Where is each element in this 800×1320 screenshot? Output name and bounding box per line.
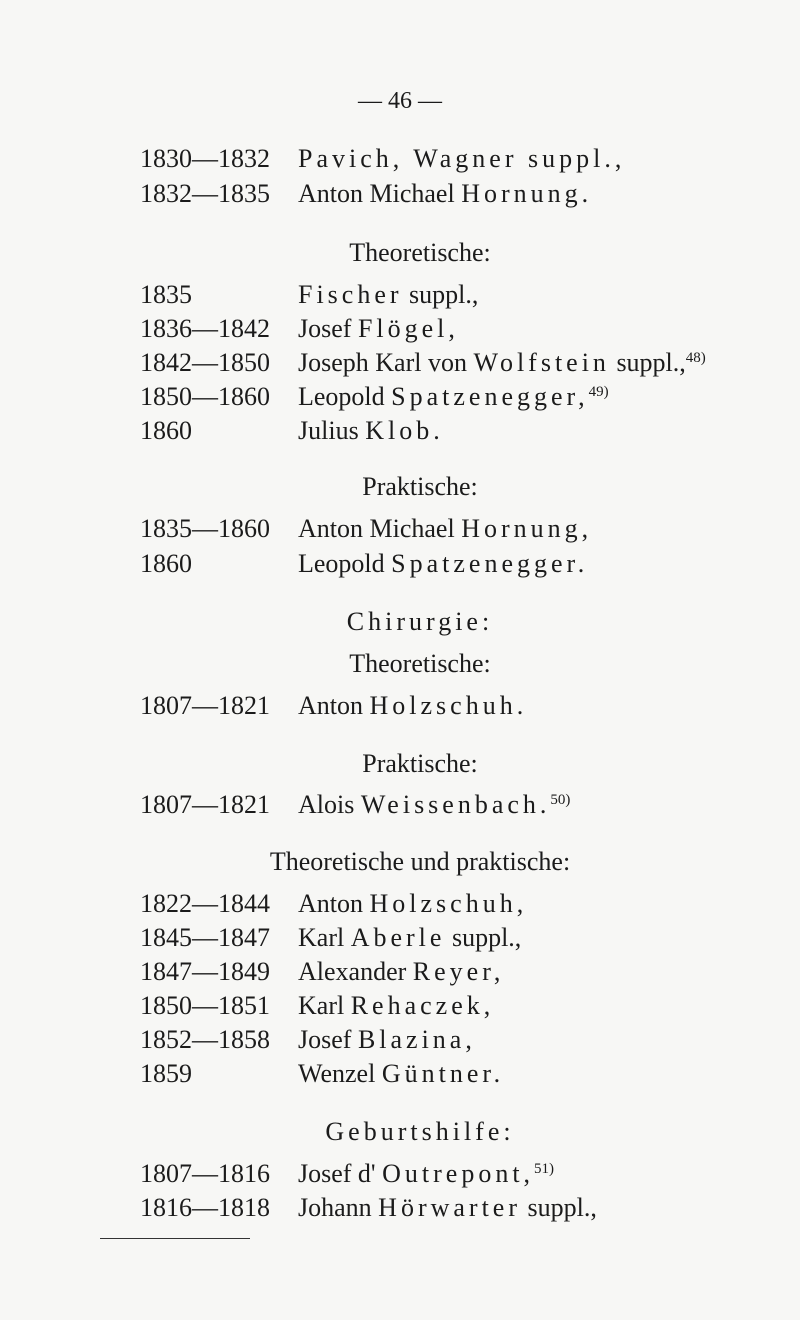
section-heading: Praktische: bbox=[362, 472, 478, 501]
entry-years: 1847—1849 bbox=[140, 957, 270, 986]
entry-years: 1835—1860 bbox=[140, 514, 270, 543]
entry-row bbox=[140, 282, 478, 308]
entry-years: 1822—1844 bbox=[140, 889, 270, 918]
entry-row bbox=[140, 1061, 504, 1087]
entry-name: Joseph Karl von bbox=[298, 348, 474, 377]
entry-row bbox=[140, 1195, 597, 1221]
footnote-ref: 48) bbox=[685, 350, 706, 366]
entry-surname: Hornung, bbox=[461, 514, 593, 543]
entry-rest: Wagner suppl., bbox=[403, 144, 626, 173]
section-heading: Theoretische: bbox=[349, 238, 491, 267]
entry-name: Leopold bbox=[298, 549, 392, 578]
entry-surname: Spatzenegger. bbox=[391, 549, 589, 578]
entry-name: Alexander bbox=[298, 957, 413, 986]
entry-row bbox=[140, 350, 706, 376]
entry-years: 1852—1858 bbox=[140, 1025, 270, 1054]
entry-name: Anton Michael bbox=[298, 514, 462, 543]
entry-years: 1835 bbox=[140, 280, 192, 309]
entry-row bbox=[140, 993, 494, 1019]
entry-surname: Holzschuh. bbox=[369, 691, 528, 720]
entry-surname: Spatzenegger, bbox=[391, 382, 589, 411]
entry-row bbox=[140, 516, 592, 542]
entry-row bbox=[140, 146, 625, 172]
entry-name: Alois bbox=[298, 790, 361, 819]
entry-surname: Wolfstein bbox=[473, 348, 610, 377]
entry-row bbox=[140, 1161, 554, 1187]
entry-years: 1807—1816 bbox=[140, 1159, 270, 1188]
entry-years: 1830—1832 bbox=[140, 144, 270, 173]
entry-years: 1832—1835 bbox=[140, 179, 270, 208]
entry-row bbox=[140, 925, 521, 951]
entry-surname: Holzschuh, bbox=[369, 889, 528, 918]
entry-surname: Klob. bbox=[365, 416, 444, 445]
entry-row bbox=[140, 792, 570, 818]
entry-name: Leopold bbox=[298, 382, 392, 411]
entry-years: 1845—1847 bbox=[140, 923, 270, 952]
entry-years: 1860 bbox=[140, 549, 192, 578]
entry-row bbox=[140, 181, 592, 207]
footnote-divider bbox=[100, 1238, 250, 1239]
entry-row bbox=[140, 693, 527, 719]
section-heading: Theoretische: bbox=[349, 649, 491, 678]
entry-years: 1842—1850 bbox=[140, 348, 270, 377]
footnote-ref: 50) bbox=[550, 792, 571, 808]
entry-surname: Weissenbach. bbox=[360, 790, 551, 819]
entry-years: 1859 bbox=[140, 1059, 192, 1088]
entry-surname: Blazina, bbox=[357, 1025, 476, 1054]
entry-row bbox=[140, 1027, 476, 1053]
entry-name: Karl bbox=[298, 991, 351, 1020]
entry-name: Josef bbox=[298, 1025, 358, 1054]
entry-name: Anton Michael bbox=[298, 179, 462, 208]
section-heading: Theoretische und praktische: bbox=[269, 847, 571, 876]
entry-name: Josef bbox=[298, 314, 358, 343]
entry-surname: Hörwarter bbox=[378, 1193, 522, 1222]
entry-row bbox=[140, 384, 609, 410]
entry-row bbox=[140, 959, 504, 985]
entry-surname: Reyer, bbox=[412, 957, 505, 986]
page-number: — 46 — bbox=[358, 88, 442, 114]
entry-name: Josef d' bbox=[298, 1159, 383, 1188]
entry-name: Julius bbox=[298, 416, 366, 445]
entry-rest: suppl., bbox=[445, 923, 522, 952]
entry-years: 1860 bbox=[140, 416, 192, 445]
entry-name: Karl bbox=[298, 923, 351, 952]
footnote-ref: 51) bbox=[534, 1161, 555, 1177]
entry-surname: Aberle bbox=[350, 923, 446, 952]
entry-surname: Hornung. bbox=[461, 179, 593, 208]
entry-row bbox=[140, 316, 459, 342]
entry-rest: suppl., bbox=[521, 1193, 597, 1222]
entry-name: Johann bbox=[298, 1193, 379, 1222]
entry-row bbox=[140, 418, 444, 444]
entry-row bbox=[140, 551, 588, 577]
entry-years: 1836—1842 bbox=[140, 314, 270, 343]
entry-rest: suppl., bbox=[609, 348, 686, 377]
section-heading: Geburtshilfe: bbox=[325, 1117, 515, 1146]
entry-years: 1850—1860 bbox=[140, 382, 270, 411]
entry-years: 1807—1821 bbox=[140, 691, 270, 720]
entry-surname: Rehaczek, bbox=[350, 991, 495, 1020]
entry-name: Anton bbox=[298, 889, 370, 918]
entry-surname: Flögel, bbox=[357, 314, 459, 343]
section-heading: Praktische: bbox=[362, 749, 478, 778]
entry-years: 1816—1818 bbox=[140, 1193, 270, 1222]
entry-surname: Fischer bbox=[298, 280, 403, 309]
section-heading: Chirurgie: bbox=[346, 607, 494, 636]
footnote-ref: 49) bbox=[588, 384, 609, 400]
entry-name: Anton bbox=[298, 691, 370, 720]
entry-surname: Pavich, bbox=[298, 144, 404, 173]
entry-years: 1807—1821 bbox=[140, 790, 270, 819]
entry-surname: Güntner. bbox=[381, 1059, 505, 1088]
entry-surname: Outrepont, bbox=[382, 1159, 535, 1188]
entry-rest: suppl., bbox=[402, 280, 479, 309]
entry-name: Wenzel bbox=[298, 1059, 382, 1088]
entry-row bbox=[140, 891, 527, 917]
entry-years: 1850—1851 bbox=[140, 991, 270, 1020]
